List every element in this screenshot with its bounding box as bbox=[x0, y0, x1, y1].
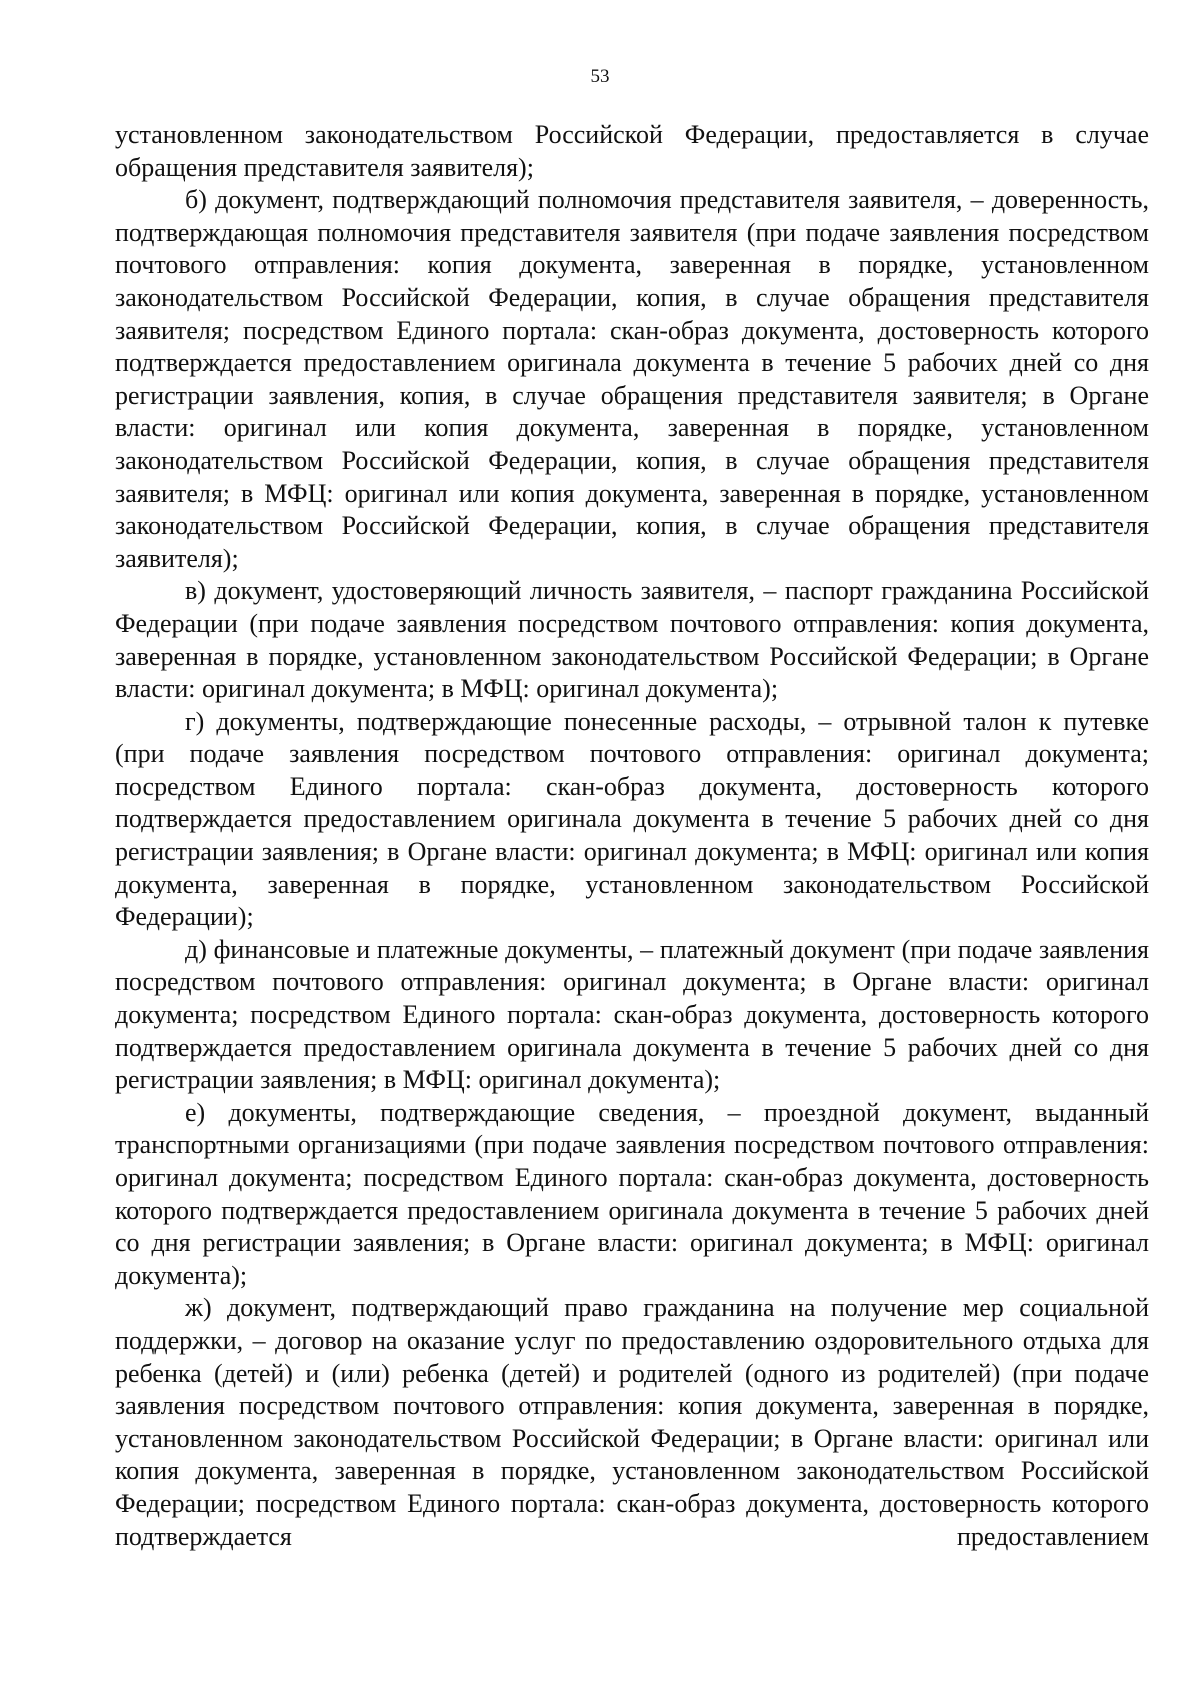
paragraph-continuation: установленном законодательством Российской Федерации, предоставляется в случае обращения представителя заявителя); bbox=[115, 120, 1149, 182]
document-body bbox=[115, 119, 1149, 1553]
page-number: 53 bbox=[590, 66, 610, 87]
paragraph-item-e: е) документы, подтверждающие сведения, – проездной документ, выданный транспортными организациями (при подаче заявления посредством почтового отправления: оригинал документа; посредством Единого портала: скан-образ документа, достоверность которого подтверждается предоставлением оригинала документа в течение 5 рабочих дней со дня регистрации заявления; в Органе власти: оригинал документа; в МФЦ: оригинал документа); bbox=[115, 1097, 1149, 1290]
paragraph-item-b: б) документ, подтверждающий полномочия представителя заявителя, – доверенность, подтверждающая полномочия представителя заявителя (при подаче заявления посредством почтового отправления: копия документа, заверенная в порядке, установленном законодательством Российской Федерации, копия, в случае обращения представителя заявителя; посредством Единого портала: скан-образ документа, достоверность которого подтверждается предоставлением оригинала документа в течение 5 рабочих дней со дня регистрации заявления, копия, в случае обращения представителя заявителя; в Органе власти: оригинал или копия документа, заверенная в порядке, установленном законодательством Российской Федерации, копия, в случае обращения представителя заявителя; в МФЦ: оригинал или копия документа, заверенная в порядке, установленном законодательством Российской Федерации, копия, в случае обращения представителя заявителя); bbox=[115, 185, 1149, 573]
paragraph-item-g: г) документы, подтверждающие понесенные расходы, – отрывной талон к путевке (при подаче заявления посредством почтового отправления: оригинал документа; посредством Единого портала: скан-образ документа, достоверность которого подтверждается предоставлением оригинала документа в течение 5 рабочих дней со дня регистрации заявления; в Органе власти: оригинал документа; в МФЦ: оригинал или копия документа, заверенная в порядке, установленном законодательством Российской Федерации); bbox=[115, 706, 1149, 932]
paragraph-item-zh: ж) документ, подтверждающий право гражданина на получение мер социальной поддержки, – договор на оказание услуг по предоставлению оздоровительного отдыха для ребенка (детей) и (или) ребенка (детей) и родителей (одного из родителей) (при подаче заявления посредством почтового отправления: копия документа, заверенная в порядке, установленном законодательством Российской Федерации; в Органе власти: оригинал или копия документа, заверенная в порядке, установленном законодательством Российской Федерации; посредством Единого портала: скан-образ документа, достоверность которого подтверждается предоставлением bbox=[115, 1293, 1149, 1551]
paragraph-item-v: в) документ, удостоверяющий личность заявителя, – паспорт гражданина Российской Федерации (при подаче заявления посредством почтового отправления: копия документа, заверенная в порядке, установленном законодательством Российской Федерации; в Органе власти: оригинал документа; в МФЦ: оригинал документа); bbox=[115, 576, 1149, 704]
paragraph-item-d: д) финансовые и платежные документы, – платежный документ (при подаче заявления посредством почтового отправления: оригинал документа; в Органе власти: оригинал документа; посредством Единого портала: скан-образ документа, достоверность которого подтверждается предоставлением оригинала документа в течение 5 рабочих дней со дня регистрации заявления; в МФЦ: оригинал документа); bbox=[115, 934, 1149, 1095]
